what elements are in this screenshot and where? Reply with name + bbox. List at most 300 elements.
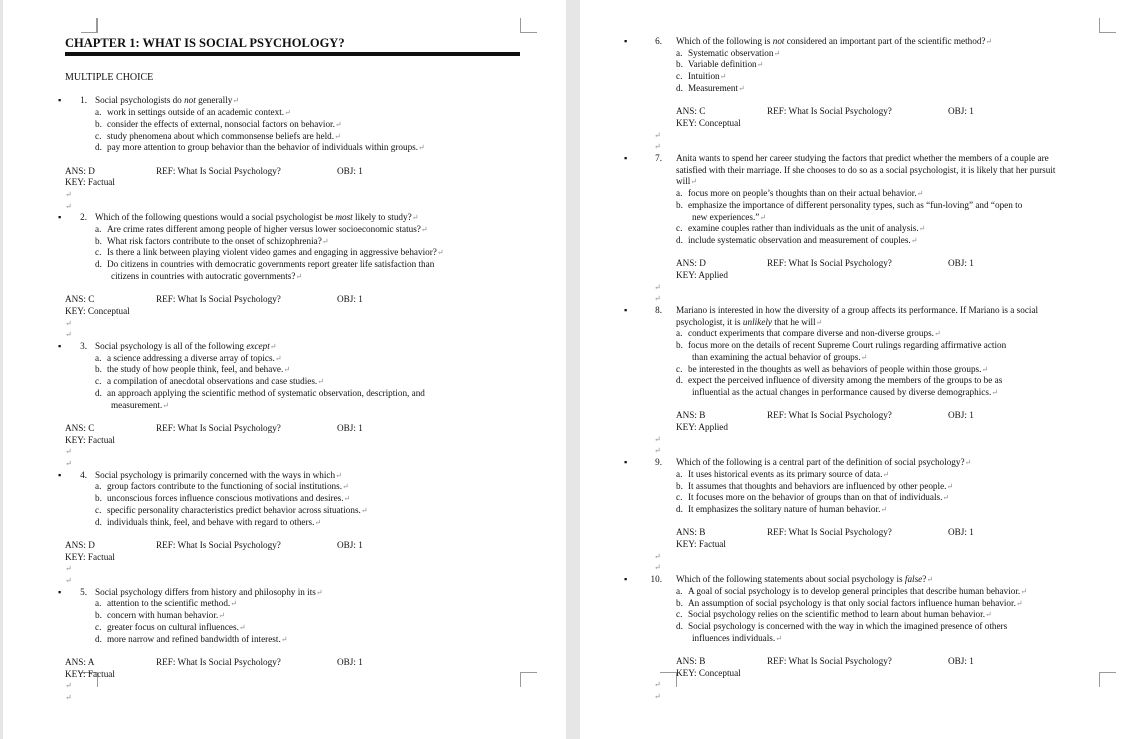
answer-option xyxy=(65,142,520,154)
option-text: Social psychology relies on the scientific method to learn about human behavior. xyxy=(688,609,985,620)
key-text: KEY: Conceptual xyxy=(676,667,741,678)
option-letter: c. xyxy=(95,130,102,141)
question-type-key xyxy=(654,118,1104,130)
option-letter: a. xyxy=(95,481,102,492)
paragraph-mark: ↵ xyxy=(65,318,72,328)
option-letter: a. xyxy=(95,224,102,235)
paragraph-mark: ↵ xyxy=(775,633,782,643)
question-stem-text: will xyxy=(676,176,691,187)
key-text: KEY: Conceptual xyxy=(676,117,741,128)
paragraph-mark: ↵ xyxy=(65,201,72,211)
answer-option xyxy=(65,119,520,131)
answer-option xyxy=(654,364,1104,376)
question-list xyxy=(624,36,1104,703)
empty-paragraph xyxy=(654,399,1104,411)
answer-key: ANS: A xyxy=(65,656,95,667)
paragraph-mark: ↵ xyxy=(314,517,322,527)
question-stem-emphasis: not xyxy=(184,95,196,106)
option-letter: a. xyxy=(676,328,683,339)
answer-metadata xyxy=(65,423,520,435)
answer-option xyxy=(654,598,1104,610)
answer-option xyxy=(654,609,1104,621)
answer-option xyxy=(65,481,520,493)
question-stem-text: Which of the following questions would a social psychologist be xyxy=(95,212,336,223)
option-text: measurement. xyxy=(111,399,163,410)
question-stem-emphasis: unlikely xyxy=(742,316,772,327)
empty-paragraph xyxy=(65,563,520,575)
option-letter: a. xyxy=(95,598,102,609)
option-text: influences individuals. xyxy=(692,632,776,643)
option-letter: c. xyxy=(95,504,102,515)
question-number: 7. xyxy=(655,152,662,163)
question-stem xyxy=(624,152,1104,188)
paragraph-mark: ↵ xyxy=(654,282,661,292)
paragraph-mark: ↵ xyxy=(65,447,72,457)
answer-option xyxy=(654,223,1104,235)
key-text: KEY: Applied xyxy=(676,270,728,280)
paragraph-mark: ↵ xyxy=(321,236,329,246)
empty-paragraph xyxy=(654,293,1104,305)
paragraph-mark: ↵ xyxy=(654,294,661,304)
reference: REF: What Is Social Psychology? xyxy=(767,656,892,667)
option-letter: b. xyxy=(95,235,102,246)
objective: OBJ: 1 xyxy=(337,539,363,550)
reference: REF: What Is Social Psychology? xyxy=(156,656,281,667)
paragraph-mark: ↵ xyxy=(269,342,277,352)
question-item xyxy=(624,305,1104,457)
paragraph-mark: ↵ xyxy=(860,352,868,362)
document-page-left[interactable] xyxy=(3,0,566,739)
crop-mark-top-left-vertical xyxy=(96,18,97,32)
reference: REF: What Is Social Psychology? xyxy=(156,294,281,305)
option-text: group factors contribute to the functioning of social institutions. xyxy=(107,481,343,492)
answer-key: ANS: B xyxy=(676,527,706,538)
paragraph-mark: ↵ xyxy=(65,576,72,586)
answer-option xyxy=(65,247,520,259)
option-text: Do citizens in countries with democratic governments report greater life satisfaction than xyxy=(107,259,435,270)
option-text: pay more attention to group behavior than the behavior of individuals within groups. xyxy=(107,142,419,153)
paragraph-bullet: ▪ xyxy=(58,95,62,106)
question-stem-text: Mariano is interested in how the diversity of a group affects its performance. If Mariano is a social xyxy=(676,305,1039,316)
empty-paragraph xyxy=(654,562,1104,574)
answer-option xyxy=(654,492,1104,504)
answer-option xyxy=(65,364,520,376)
question-number: 3. xyxy=(80,341,87,352)
paragraph-mark: ↵ xyxy=(880,504,888,514)
paragraph-mark: ↵ xyxy=(232,96,240,106)
empty-paragraph xyxy=(65,645,520,657)
answer-key: ANS: C xyxy=(676,106,706,117)
paragraph-mark: ↵ xyxy=(815,317,823,327)
paragraph-mark: ↵ xyxy=(690,177,697,187)
paragraph-mark: ↵ xyxy=(343,494,351,504)
objective: OBJ: 1 xyxy=(948,410,974,421)
objective: OBJ: 1 xyxy=(948,258,974,269)
reference: REF: What Is Social Psychology? xyxy=(767,527,892,538)
question-number: 6. xyxy=(655,36,662,46)
section-title: MULTIPLE CHOICE xyxy=(65,72,154,83)
option-text: a science addressing a diverse array of topics. xyxy=(107,352,275,363)
option-text: be interested in the thoughts as well as behaviors of people within those groups. xyxy=(688,363,982,374)
option-letter: c. xyxy=(95,376,102,387)
option-letter: d. xyxy=(95,516,102,527)
question-stem xyxy=(624,305,1104,328)
question-stem-text: that he will xyxy=(771,316,816,327)
reference: REF: What Is Social Psychology? xyxy=(767,410,892,421)
question-stem-text: considered an important part of the scientific method? xyxy=(784,36,986,46)
empty-paragraph xyxy=(65,318,520,330)
reference: REF: What Is Social Psychology? xyxy=(156,422,281,433)
paragraph-mark: ↵ xyxy=(65,330,72,340)
answer-metadata xyxy=(654,527,1104,539)
option-text: conduct experiments that compare diverse and non-diverse groups. xyxy=(688,328,934,339)
option-text-continued xyxy=(654,633,1104,645)
answer-key: ANS: B xyxy=(676,656,706,667)
option-text-continued xyxy=(654,212,1104,224)
option-text: study phenomena about which commonsense beliefs are held. xyxy=(107,130,335,141)
answer-option xyxy=(65,236,520,248)
question-stem xyxy=(624,457,1104,469)
option-letter: d. xyxy=(676,375,683,386)
paragraph-mark: ↵ xyxy=(985,37,993,46)
answer-option xyxy=(65,376,520,388)
paragraph-mark: ↵ xyxy=(946,481,954,491)
option-text: What risk factors contribute to the onset of schizophrenia? xyxy=(107,235,322,246)
answer-key: ANS: C xyxy=(65,422,95,433)
empty-paragraph xyxy=(654,445,1104,457)
answer-option xyxy=(654,504,1104,516)
option-letter: a. xyxy=(676,47,683,58)
question-type-key xyxy=(654,668,1104,680)
paragraph-mark: ↵ xyxy=(916,189,924,199)
answer-option xyxy=(654,235,1104,247)
question-item xyxy=(624,152,1104,305)
empty-paragraph xyxy=(654,247,1104,259)
question-number: 5. xyxy=(80,586,87,597)
answer-option xyxy=(65,388,520,400)
answer-metadata xyxy=(654,258,1104,270)
question-type-key xyxy=(654,539,1104,551)
option-text: A goal of social psychology is to develop general principles that describe human behavior. xyxy=(688,585,1021,596)
empty-paragraph xyxy=(654,691,1104,703)
paragraph-mark: ↵ xyxy=(418,143,425,153)
question-stem-text: Which of the following is xyxy=(676,36,773,46)
reference: REF: What Is Social Psychology? xyxy=(156,539,281,550)
question-stem-text: Social psychologists do xyxy=(95,95,185,106)
option-letter: b. xyxy=(95,610,102,621)
paragraph-mark: ↵ xyxy=(933,329,941,339)
option-letter: d. xyxy=(95,142,102,153)
reference: REF: What Is Social Psychology? xyxy=(767,106,892,117)
answer-metadata xyxy=(654,656,1104,668)
paragraph-mark: ↵ xyxy=(759,212,767,222)
question-stem-text: Social psychology is all of the following xyxy=(95,341,247,352)
objective: OBJ: 1 xyxy=(948,106,974,117)
answer-option xyxy=(654,375,1104,387)
question-number: 9. xyxy=(655,457,662,468)
paragraph-mark: ↵ xyxy=(654,563,661,573)
answer-option xyxy=(654,188,1104,200)
question-type-key xyxy=(654,270,1104,282)
option-letter: b. xyxy=(95,118,102,129)
key-text: KEY: Factual xyxy=(65,177,115,188)
objective: OBJ: 1 xyxy=(337,294,363,305)
answer-option xyxy=(65,224,520,236)
right-page-content[interactable] xyxy=(624,36,1104,703)
paragraph-mark: ↵ xyxy=(411,213,419,223)
paragraph-mark: ↵ xyxy=(274,353,282,363)
question-list xyxy=(58,95,520,703)
paragraph-mark: ↵ xyxy=(654,142,661,152)
option-letter: c. xyxy=(95,621,102,632)
question-item xyxy=(58,586,520,704)
paragraph-bullet: ▪ xyxy=(58,212,62,223)
option-text: Social psychology is concerned with the way in which the imagined presence of others xyxy=(688,620,1008,631)
option-text: consider the effects of external, nonsocial factors on behavior. xyxy=(107,118,335,129)
empty-paragraph xyxy=(65,680,520,692)
question-stem xyxy=(58,212,520,224)
option-letter: d. xyxy=(676,503,683,514)
answer-option xyxy=(654,340,1104,352)
empty-paragraph xyxy=(65,458,520,470)
paragraph-mark: ↵ xyxy=(942,493,950,503)
answer-metadata xyxy=(654,410,1104,422)
empty-paragraph xyxy=(65,189,520,201)
paragraph-bullet: ▪ xyxy=(58,469,62,480)
option-letter: b. xyxy=(676,340,683,351)
option-text: work in settings outside of an academic context. xyxy=(107,107,285,118)
option-text: specific personality characteristics predict behavior across situations. xyxy=(107,504,361,515)
reference: REF: What Is Social Psychology? xyxy=(156,165,281,176)
answer-option xyxy=(65,493,520,505)
answer-metadata xyxy=(65,166,520,178)
option-text: Are crime rates different among people of higher versus lower socioeconomic status? xyxy=(107,224,421,235)
option-letter: c. xyxy=(95,247,102,258)
option-letter: c. xyxy=(676,223,683,234)
paragraph-mark: ↵ xyxy=(926,575,934,585)
paragraph-mark: ↵ xyxy=(654,434,661,444)
paragraph-mark: ↵ xyxy=(315,587,323,597)
question-stem-text: likely to study? xyxy=(352,212,412,223)
paragraph-mark: ↵ xyxy=(65,459,72,469)
answer-option xyxy=(65,517,520,529)
empty-paragraph xyxy=(65,575,520,587)
question-stem-emphasis: most xyxy=(335,212,353,223)
empty-paragraph xyxy=(65,84,520,96)
paragraph-mark: ↵ xyxy=(654,692,661,702)
empty-paragraph xyxy=(654,679,1104,691)
objective: OBJ: 1 xyxy=(337,165,363,176)
question-stem-text: satisfied with their marriage. If she chooses to do so as a social psychologist, it is likely that her pursuit xyxy=(676,164,1056,175)
option-text: Systematic observation xyxy=(688,47,774,58)
paragraph-bullet: ▪ xyxy=(58,586,62,597)
option-text-continued xyxy=(654,387,1104,399)
question-type-key xyxy=(654,422,1104,434)
paragraph-mark: ↵ xyxy=(230,599,237,609)
option-letter: d. xyxy=(95,387,102,398)
question-item xyxy=(58,212,520,341)
question-type-key xyxy=(65,177,520,189)
question-stem-text: generally xyxy=(195,95,233,106)
paragraph-mark: ↵ xyxy=(238,622,246,632)
paragraph-bullet: ▪ xyxy=(624,457,628,468)
option-text: more narrow and refined bandwidth of interest. xyxy=(107,633,281,644)
answer-option xyxy=(654,586,1104,598)
answer-option xyxy=(65,598,520,610)
empty-paragraph xyxy=(654,516,1104,528)
answer-option xyxy=(65,610,520,622)
chapter-title-rule xyxy=(65,52,520,56)
question-stem-emphasis: except xyxy=(246,341,270,352)
paragraph-mark: ↵ xyxy=(756,60,764,70)
answer-option xyxy=(65,107,520,119)
paragraph-bullet: ▪ xyxy=(58,341,62,352)
answer-key: ANS: C xyxy=(65,294,95,305)
question-type-key xyxy=(65,435,520,447)
question-stem xyxy=(58,341,520,353)
question-item xyxy=(58,341,520,470)
option-letter: a. xyxy=(95,107,102,118)
question-stem-text: psychologist, it is xyxy=(676,316,743,327)
answer-option xyxy=(654,200,1104,212)
option-text: individuals think, feel, and behave with regard to others. xyxy=(107,516,315,527)
question-stem-text: Social psychology differs from history and philosophy in its xyxy=(95,586,316,597)
question-stem-text: Which of the following is a central part of the definition of social psychology? xyxy=(676,457,965,468)
option-text-continued xyxy=(65,400,520,412)
option-letter: b. xyxy=(676,59,683,70)
option-letter: b. xyxy=(676,199,683,210)
option-letter: b. xyxy=(95,364,102,375)
paragraph-mark: ↵ xyxy=(65,693,72,703)
paragraph-mark: ↵ xyxy=(654,680,661,690)
answer-key: ANS: D xyxy=(65,539,95,550)
option-text: expect the perceived influence of diversity among the members of the groups to be as xyxy=(688,375,1003,386)
option-letter: d. xyxy=(676,82,683,93)
option-text: new experiences.” xyxy=(692,211,760,222)
paragraph-mark: ↵ xyxy=(317,377,324,387)
crop-mark-top-right xyxy=(520,18,537,33)
paragraph-mark: ↵ xyxy=(420,225,428,235)
question-type-key xyxy=(65,306,520,318)
option-letter: a. xyxy=(676,188,683,199)
paragraph-mark: ↵ xyxy=(283,365,291,375)
document-page-right[interactable] xyxy=(580,0,1146,739)
option-text: It uses historical events as its primary source of data. xyxy=(688,468,883,479)
paragraph-mark: ↵ xyxy=(773,48,781,58)
empty-paragraph xyxy=(654,95,1104,107)
answer-option xyxy=(654,48,1104,60)
empty-paragraph xyxy=(65,283,520,295)
empty-paragraph xyxy=(65,692,520,704)
question-number: 1. xyxy=(80,95,87,106)
paragraph-mark: ↵ xyxy=(654,551,661,561)
answer-option xyxy=(654,469,1104,481)
option-text: emphasize the importance of different personality types, such as “fun-loving” and “open to xyxy=(688,199,1023,210)
answer-option xyxy=(65,259,520,271)
option-text: focus more on the details of recent Supreme Court rulings regarding affirmative action xyxy=(688,340,1007,351)
option-text: include systematic observation and measurement of couples. xyxy=(688,234,911,245)
option-letter: c. xyxy=(676,71,683,82)
option-text: focus more on people’s thoughts than on their actual behavior. xyxy=(688,188,917,199)
answer-option xyxy=(65,634,520,646)
option-text-continued xyxy=(65,271,520,283)
paragraph-mark: ↵ xyxy=(910,235,918,245)
option-letter: a. xyxy=(95,352,102,363)
objective: OBJ: 1 xyxy=(948,527,974,538)
answer-key: ANS: D xyxy=(65,165,95,176)
empty-paragraph xyxy=(654,282,1104,294)
empty-paragraph xyxy=(65,446,520,458)
option-letter: c. xyxy=(676,609,683,620)
option-letter: c. xyxy=(676,363,683,374)
option-text: citizens in countries with autocratic governments? xyxy=(111,270,296,281)
paragraph-mark: ↵ xyxy=(280,634,288,644)
paragraph-mark: ↵ xyxy=(738,83,745,93)
answer-option xyxy=(654,59,1104,71)
option-text: Variable definition xyxy=(688,59,757,70)
option-text: a compilation of anecdotal observations and case studies. xyxy=(107,376,318,387)
paragraph-mark: ↵ xyxy=(335,470,342,480)
objective: OBJ: 1 xyxy=(948,656,974,667)
paragraph-mark: ↵ xyxy=(981,364,989,374)
paragraph-mark: ↵ xyxy=(65,681,72,691)
paragraph-mark: ↵ xyxy=(295,271,303,281)
answer-metadata xyxy=(65,540,520,552)
empty-paragraph xyxy=(65,201,520,213)
crop-mark-bottom-right xyxy=(520,672,537,687)
option-text: attention to the scientific method. xyxy=(107,598,231,609)
paragraph-bullet: ▪ xyxy=(624,305,628,316)
option-text: greater focus on cultural influences. xyxy=(107,621,239,632)
answer-option xyxy=(654,481,1104,493)
key-text: KEY: Factual xyxy=(65,551,115,562)
question-item xyxy=(624,457,1104,574)
paragraph-bullet: ▪ xyxy=(624,574,628,585)
option-text-continued xyxy=(654,352,1104,364)
option-text: examine couples rather than individuals as the unit of analysis. xyxy=(688,223,919,234)
answer-key: ANS: D xyxy=(676,258,706,269)
option-letter: a. xyxy=(676,585,683,596)
key-text: KEY: Factual xyxy=(65,434,115,445)
option-text: Is there a link between playing violent video games and engaging in aggressive behavior? xyxy=(107,247,437,258)
empty-paragraph xyxy=(65,154,520,166)
option-text: influential as the actual changes in performance caused by diverse demographics. xyxy=(692,387,992,397)
paragraph-mark: ↵ xyxy=(964,458,972,468)
key-text: KEY: Factual xyxy=(65,668,115,679)
option-text: the study of how people think, feel, and behave. xyxy=(107,364,284,375)
question-type-key xyxy=(65,669,520,681)
option-letter: b. xyxy=(676,597,683,608)
empty-paragraph xyxy=(65,411,520,423)
option-text: It focuses more on the behavior of groups than on that of individuals. xyxy=(688,492,943,503)
question-stem-text: ? xyxy=(922,574,927,585)
paragraph-mark: ↵ xyxy=(719,72,727,82)
empty-paragraph xyxy=(654,141,1104,153)
answer-option xyxy=(65,505,520,517)
answer-metadata xyxy=(65,294,520,306)
question-stem-emphasis: false xyxy=(904,574,923,585)
option-text: It assumes that thoughts and behaviors are influenced by other people. xyxy=(688,480,947,491)
answer-key: ANS: B xyxy=(676,410,706,421)
key-text: KEY: Factual xyxy=(676,539,726,550)
option-letter: c. xyxy=(676,492,683,503)
key-text: KEY: Conceptual xyxy=(65,305,130,316)
question-stem-text: Anita wants to spend her career studying the factors that predict whether the members of a couple are xyxy=(676,152,1049,163)
paragraph-mark: ↵ xyxy=(65,190,72,199)
paragraph-mark: ↵ xyxy=(218,611,225,621)
left-page-content[interactable] xyxy=(58,36,520,704)
paragraph-mark: ↵ xyxy=(334,131,341,141)
